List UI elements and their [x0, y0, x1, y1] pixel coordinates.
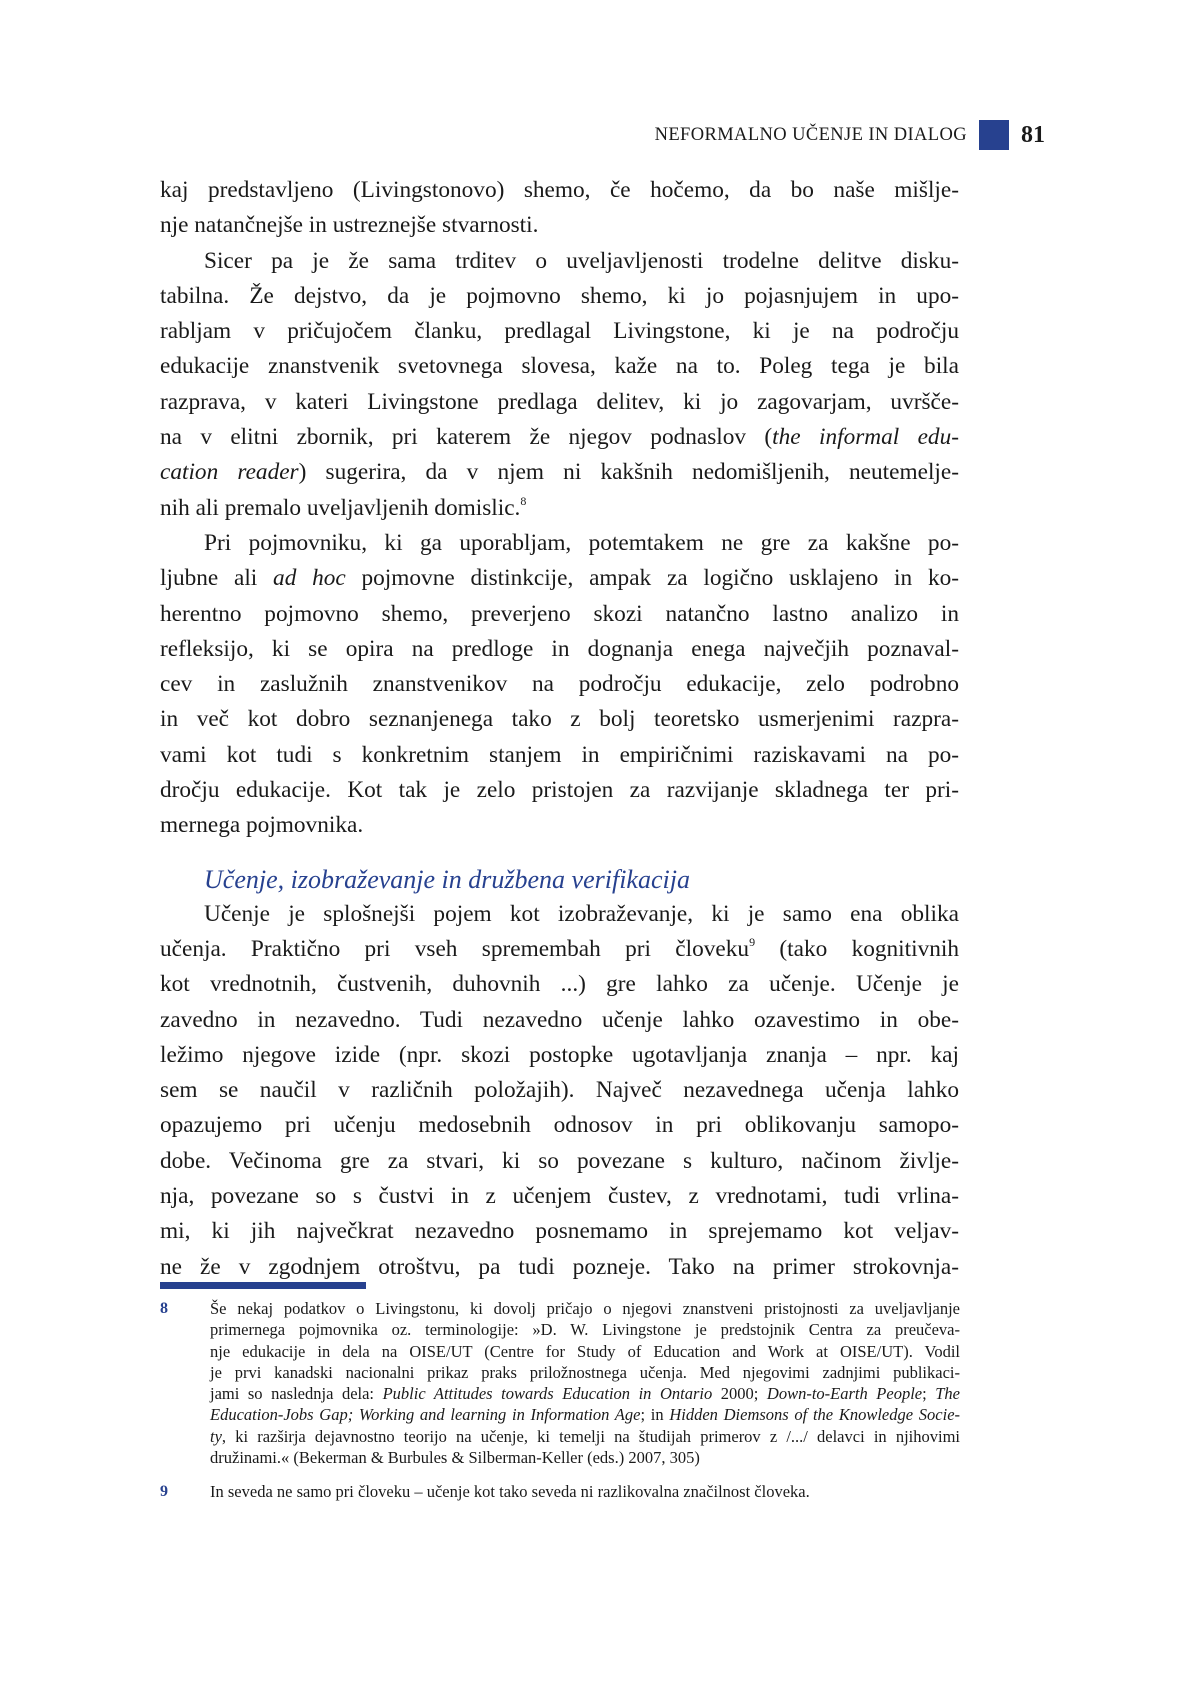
footnote-body	[210, 1481, 960, 1502]
paragraph-line	[160, 420, 959, 455]
paragraph-line: refleksijo, ki se opira na predloge in dognanja enega največjih poznaval-	[160, 635, 959, 662]
paragraph-line: tabilna. Že dejstvo, da je pojmovno shemo, ki jo pojasnjujem in upo-	[160, 282, 959, 309]
paragraph-line: opazujemo pri učenju medosebnih odnosov in pri oblikovanju samopo-	[160, 1112, 959, 1139]
paragraph-line: herentno pojmovno shemo, preverjeno skozi natančno lastno analizo in	[160, 600, 959, 627]
italic-title: ty	[210, 1426, 222, 1446]
footnotes	[160, 1298, 960, 1503]
paragraph-line	[160, 561, 959, 596]
text-run: (tako kognitivnih	[755, 935, 959, 962]
footnote-line: primernega pojmovnika oz. terminologije: »D. W. Livingstone je predstojnik Centra za preučeva-	[210, 1320, 960, 1340]
paragraph-line: vami kot tudi s konkretnim stanjem in empiričnimi raziskavami na po-	[160, 741, 959, 768]
body-text	[160, 173, 959, 1285]
italic-title: The	[935, 1384, 960, 1404]
footnote-8	[160, 1298, 960, 1468]
text-run: na v elitni zbornik, pri katerem že njegov podnaslov (	[160, 424, 773, 451]
paragraph-line: mernega pojmovnika.	[160, 812, 364, 839]
paragraph-line: ne že v zgodnjem otroštvu, pa tudi pozneje. Tako na primer strokovnja-	[160, 1253, 959, 1280]
paragraph-line: Učenje je splošnejši pojem kot izobraževanje, ki je samo ena oblika	[204, 900, 959, 927]
footnote-line: In seveda ne samo pri človeku – učenje kot tako seveda ni razlikovalna značilnost človeka.	[210, 1482, 810, 1502]
paragraph-line	[160, 491, 959, 526]
paragraph-line: rabljam v pričujočem članku, predlagal Livingstone, ki je na področju	[160, 318, 959, 345]
paragraph-line: in več kot dobro seznanjenega tako z bolj teoretsko usmerjenimi razpra-	[160, 706, 959, 733]
paragraph-line: ležimo njegove izide (npr. skozi postopke ugotavljanja znanja – npr. kaj	[160, 1041, 959, 1068]
paragraph-line: Pri pojmovniku, ki ga uporabljam, potemtakem ne gre za kakšne po-	[204, 529, 959, 556]
footnote-line	[210, 1426, 960, 1447]
italic-title: Down-to-Earth People	[766, 1384, 923, 1404]
text-run: 2000;	[712, 1384, 767, 1404]
text-run: , ki razširja dejavnostno teorijo na učenje, ki temelji na študijah primerov z /.../ delavci in njihovimi	[221, 1426, 960, 1446]
paragraph-line: Sicer pa je že sama trditev o uveljavljenosti trodelne delitve disku-	[204, 247, 959, 274]
italic-text: ad hoc	[273, 565, 346, 592]
paragraph-line: zavedno in nezavedno. Tudi nezavedno učenje lahko ozavestimo in obe-	[160, 1006, 959, 1033]
paragraph-line: sem se naučil v različnih položajih). Največ nezavednega učenja lahko	[160, 1077, 959, 1104]
footnote-number: 8	[160, 1300, 168, 1317]
text-run: pojmovne distinkcije, ampak za logično usklajeno in ko-	[345, 565, 959, 592]
paragraph-line: kaj predstavljeno (Livingstonovo) shemo, če hočemo, da bo naše mišlje-	[160, 177, 959, 203]
paragraph-line: mi, ki jih največkrat nezavedno posnemamo in sprejemamo kot veljav-	[160, 1218, 959, 1245]
text-run: jami so naslednja dela:	[210, 1384, 383, 1404]
footnote-body	[210, 1298, 960, 1468]
header-accent-square	[979, 120, 1009, 150]
footnote-line: družinami.« (Bekerman & Burbules & Silberman-Keller (eds.) 2007, 305)	[210, 1448, 700, 1468]
text-run: ;	[922, 1384, 936, 1404]
running-title: NEFORMALNO UČENJE IN DIALOG	[654, 125, 967, 145]
footnote-separator	[160, 1282, 366, 1289]
italic-title: Education-Jobs Gap; Working and learning in Information Age	[210, 1405, 641, 1425]
page-number: 81	[1021, 122, 1045, 148]
footnote-ref-8[interactable]: 8	[520, 493, 527, 508]
paragraph-line: nja, povezane so s čustvi in z učenjem čustev, z vrednotami, tudi vrlina-	[160, 1183, 959, 1210]
footnote-number: 9	[160, 1483, 168, 1501]
footnote-line	[210, 1383, 960, 1404]
italic-title: Hidden Diemsons of the Knowledge Socie-	[669, 1405, 961, 1425]
italic-text: the informal edu-	[772, 424, 959, 451]
paragraph-line: dobe. Večinoma gre za stvari, ki so povezane s kulturo, načinom življe-	[160, 1147, 959, 1174]
text-run: nih ali premalo uveljavljenih domislic.	[160, 494, 521, 521]
text-run: ) sugerira, da v njem ni kakšnih nedomišljenih, neutemelje-	[298, 459, 959, 486]
footnote-line: je prvi kanadski nacionalni prikaz praks priložnostnega učenja. Med njegovimi zadnjimi publikaci-	[210, 1362, 960, 1382]
footnote-line: nje edukacije in dela na OISE/UT (Centre for Study of Education and Work at OISE/UT). Vodil	[210, 1341, 960, 1361]
italic-title: Public Attitudes towards Education in Ontario	[382, 1384, 713, 1404]
paragraph-line: nje natančnejše in ustreznejše stvarnosti.	[160, 212, 539, 239]
paragraph-line	[160, 455, 959, 490]
footnote-ref-9[interactable]: 9	[749, 934, 756, 949]
footnote-9	[160, 1481, 960, 1502]
paragraph-line: edukacije znanstvenik svetovnega slovesa, kaže na to. Poleg tega je bila	[160, 353, 959, 380]
text-run: ; in	[640, 1405, 670, 1425]
text-run: ljubne ali	[160, 565, 274, 592]
paragraph-line: kot vrednotnih, čustvenih, duhovnih ...) gre lahko za učenje. Učenje je	[160, 971, 959, 998]
text-run: učenja. Praktično pri vseh spremembah pri človeku	[160, 935, 750, 962]
paragraph-line	[160, 932, 959, 967]
footnote-line: Še nekaj podatkov o Livingstonu, ki dovolj pričajo o njegovi znanstveni pristojnosti za uveljavljanje	[210, 1299, 960, 1318]
section-heading: Učenje, izobraževanje in družbena verifikacija	[204, 864, 690, 894]
footnote-line	[210, 1404, 960, 1425]
paragraph-line: dročju edukacije. Kot tak je zelo pristojen za razvijanje skladnega ter pri-	[160, 777, 959, 804]
paragraph-line: razprava, v kateri Livingstone predlaga delitev, ki jo zagovarjam, uvršče-	[160, 388, 959, 415]
paragraph-line: cev in zaslužnih znanstvenikov na področju edukacije, zelo podrobno	[160, 671, 959, 698]
italic-text: cation reader	[160, 459, 299, 486]
running-header	[655, 120, 1045, 150]
